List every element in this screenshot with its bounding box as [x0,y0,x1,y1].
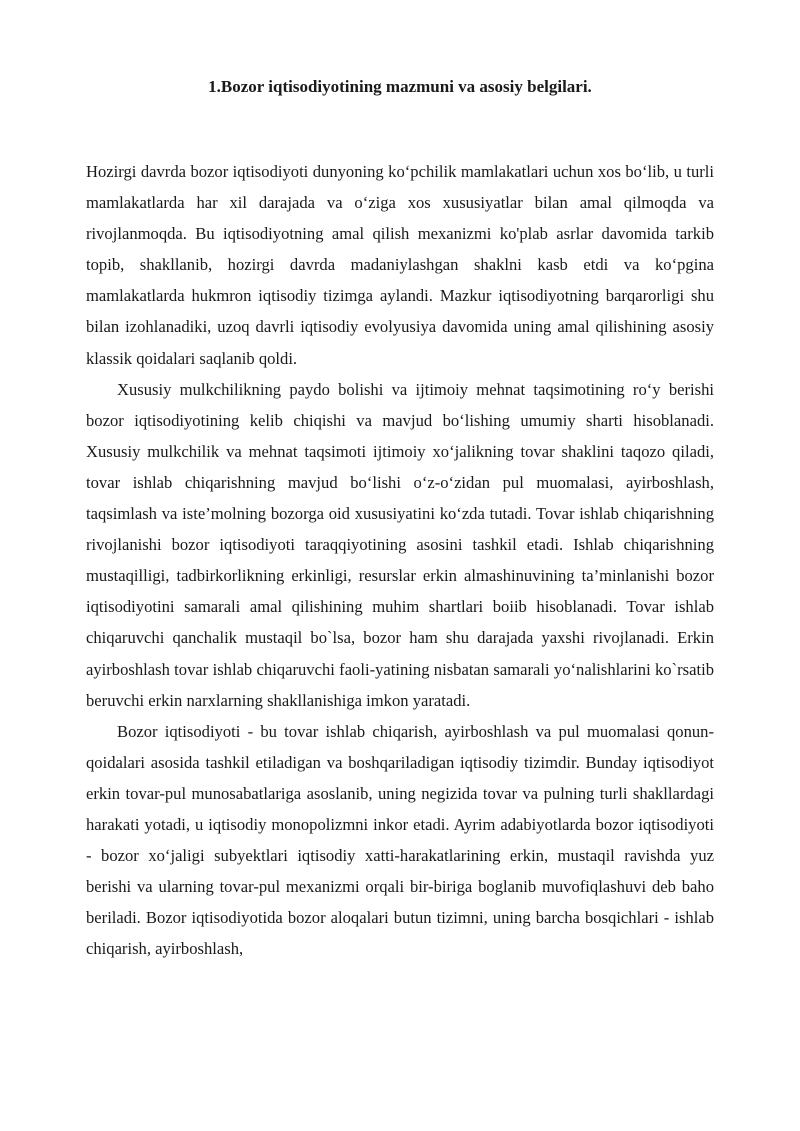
paragraph-intro: Hozirgi davrda bozor iqtisodiyoti dunyoning ko‘pchilik mamlakatlari uchun xos bo‘lib, u turli mamlakatlarda har xil darajada va o‘ziga xos xususiyatlar bilan amal qilmoqda va rivojlanmoqda. Bu iqtisodiyotning amal qilish mexanizmi ko'plab asrlar davomida tarkib topib, shakllanib, hozirgi davrda madaniylashgan shaklni kasb etdi va ko‘pgina mamlakatlarda hukmron iqtisodiy tizimga aylandi. Mazkur iqtisodiyotning barqarorligi shu bilan izohlanadiki, uzoq davrli iqtisodiy evolyusiya davomida uning amal qilishining asosiy klassik qoidalari saqlanib qoldi. [86,162,714,368]
document-title: 1.Bozor iqtisodiyotining mazmuni va asosiy belgilari. [208,77,592,96]
document-body [86,156,714,964]
paragraph-market-economy-definition: Bozor iqtisodiyoti - bu tovar ishlab chiqarish, ayirboshlash va pul muomalasi qonun-qoidalari asosida tashkil etiladigan va boshqariladigan iqtisodiy tizimdir. Bunday iqtisodiyot erkin tovar-pul munosabatlariga asoslanib, uning negizida tovar va pulning turli shakllardagi harakati yotadi, u iqtisodiy monopolizmni inkor etadi. Ayrim adabiyotlarda bozor iqtisodiyoti - bozor xo‘jaligi subyektlari iqtisodiy xatti-harakatlarining erkin, mustaqil ravishda yuz berishi va ularning tovar-pul mexanizmi orqali bir-biriga boglanib muvofiqlashuvi deb baho beriladi. Bozor iqtisodiyotida bozor aloqalari butun tizimni, uning barcha bosqichlari - ishlab chiqarish, ayirboshlash, [86,721,714,959]
paragraph-private-property: Xususiy mulkchilikning paydo bolishi va ijtimoiy mehnat taqsimotining ro‘y berishi bozor iqtisodiyotining kelib chiqishi va mavjud bo‘lishing umumiy sharti hisoblanadi. Xususiy mulkchilik va mehnat taqsimoti ijtimoiy xo‘jalikning tovar shaklini taqozo qiladi, tovar ishlab chiqarishning mavjud bo‘lishi o‘z-o‘zidan pul muomalasi, ayirboshlash, taqsimlash va iste’molning bozorga oid xususiyatini ko‘zda tutadi. Tovar ishlab chiqarishning rivojlanishi bozor iqtisodiyoti taraqqiyotining asosini tashkil etadi. Ishlab chiqarishning mustaqilligi, tadbirkorlikning erkinligi, resurslar erkin almashinuvining ta’minlanishi bozor iqtisodiyotini samarali amal qilishining muhim shartlari boiib hisoblanadi. Tovar ishlab chiqaruvchi qanchalik mustaqil bo`lsa, bozor ham shu darajada yaxshi rivojlanadi. Erkin ayirboshlash tovar ishlab chiqaruvchi faoli-yatining nisbatan samarali yo‘nalishlarini ko`rsatib beruvchi erkin narxlarning shakllanishiga imkon yaratadi. [86,379,714,710]
